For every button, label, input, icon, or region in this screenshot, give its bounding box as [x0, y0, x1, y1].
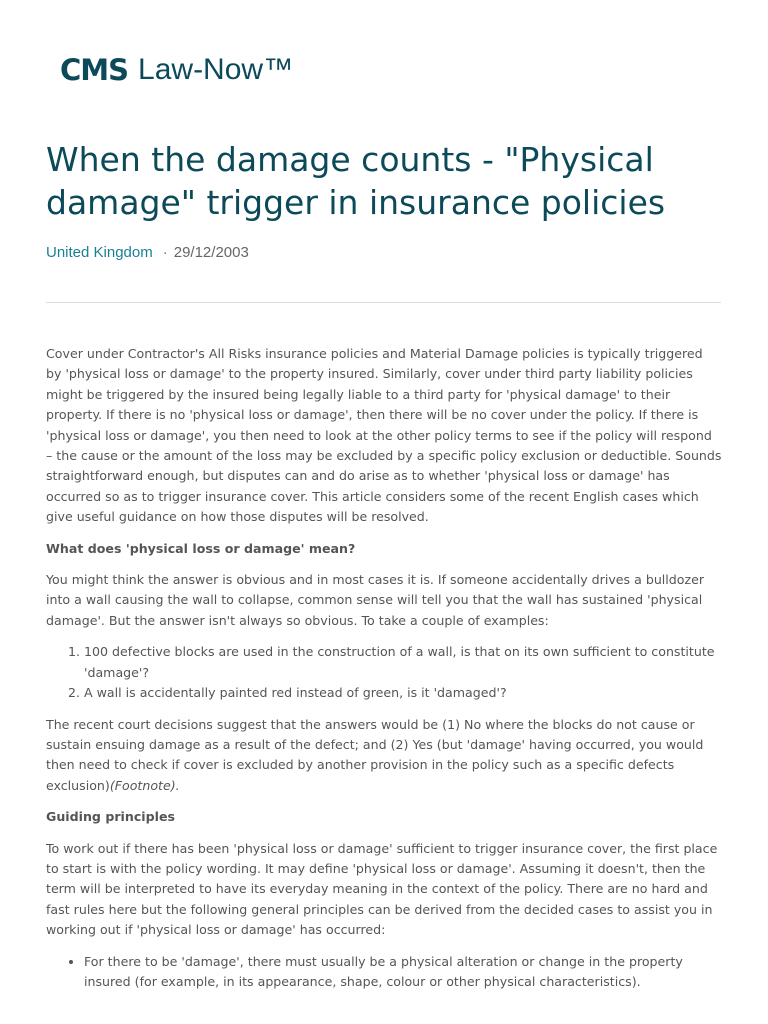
section-heading-principles: Guiding principles: [46, 809, 175, 825]
list-item: 1. 100 defective blocks are used in the construction of a wall, is that on its own sufficient to constitute 'damage'?: [84, 642, 722, 683]
law-now-logo[interactable]: Law-Now™: [138, 53, 294, 86]
list-item: • For there to be 'damage', there must usually be a physical alteration or change in the property insured (for example, in its appearance, shape, colour or other physical characteristics).: [84, 952, 722, 993]
paragraph-examples-intro: You might think the answer is obvious and in most cases it is. If someone accidentally drives a bulldozer into a wall causing the wall to collapse, common sense will tell you that the wall has sustained 'physical damage'. But the answer isn't always so obvious. To take a couple of examples:: [46, 572, 705, 628]
paragraph-court-decisions: [46, 715, 722, 797]
article-meta: [46, 243, 249, 263]
footnote-link[interactable]: (Footnote).: [109, 777, 180, 793]
site-header: [60, 50, 293, 90]
cms-logo[interactable]: CMS: [60, 53, 129, 87]
paragraph-principles-intro: To work out if there has been 'physical loss or damage' sufficient to trigger insurance cover, the first place to start is with the policy wording. It may define 'physical loss or damage'. Assuming it doesn't, then the term will be interpreted to have its everyday meaning in the context of the policy. There are no hard and fast rules here but the following general principles can be derived from the decided cases to assist you in working out if 'physical loss or damage' has occurred:: [46, 840, 718, 938]
examples-list: [46, 642, 722, 703]
divider: [46, 302, 721, 303]
article-body: [46, 344, 722, 1003]
article-title: When the damage counts - "Physical damage" trigger in insurance policies: [46, 140, 666, 222]
intro-paragraph: Cover under Contractor's All Risks insurance policies and Material Damage policies is typically triggered by 'physical loss or damage' to the property insured. Similarly, cover under third party liability policies might be triggered by the insured being legally liable to a third party for 'physical damage' to their property. If there is no 'physical loss or damage', then there will be no cover under the policy. If there is 'physical loss or damage', you then need to look at the other policy terms to see if the policy will respond – the cause or the amount of the loss may be excluded by a specific policy exclusion or deductible. Sounds straightforward enough, but disputes can and do arise as to whether 'physical loss or damage' has occurred so as to trigger insurance cover. This article considers some of the recent English cases which give useful guidance on how those disputes will be resolved.: [46, 346, 722, 525]
country-link[interactable]: United Kingdom: [46, 244, 153, 261]
meta-separator: ·: [162, 244, 168, 261]
list-item: 2. A wall is accidentally painted red instead of green, is it 'damaged'?: [84, 683, 722, 703]
principles-list: [46, 952, 722, 993]
section-heading-meaning: What does 'physical loss or damage' mean?: [46, 540, 356, 556]
publish-date: 29/12/2003: [173, 244, 249, 261]
court-decisions-text: The recent court decisions suggest that the answers would be (1) No where the blocks do not cause or sustain ensuing damage as a result of the defect; and (2) Yes (but 'damage' having occurred, you would then need to check if cover is excluded by another provision in the policy such as a specific defects exclusion): [46, 716, 704, 793]
